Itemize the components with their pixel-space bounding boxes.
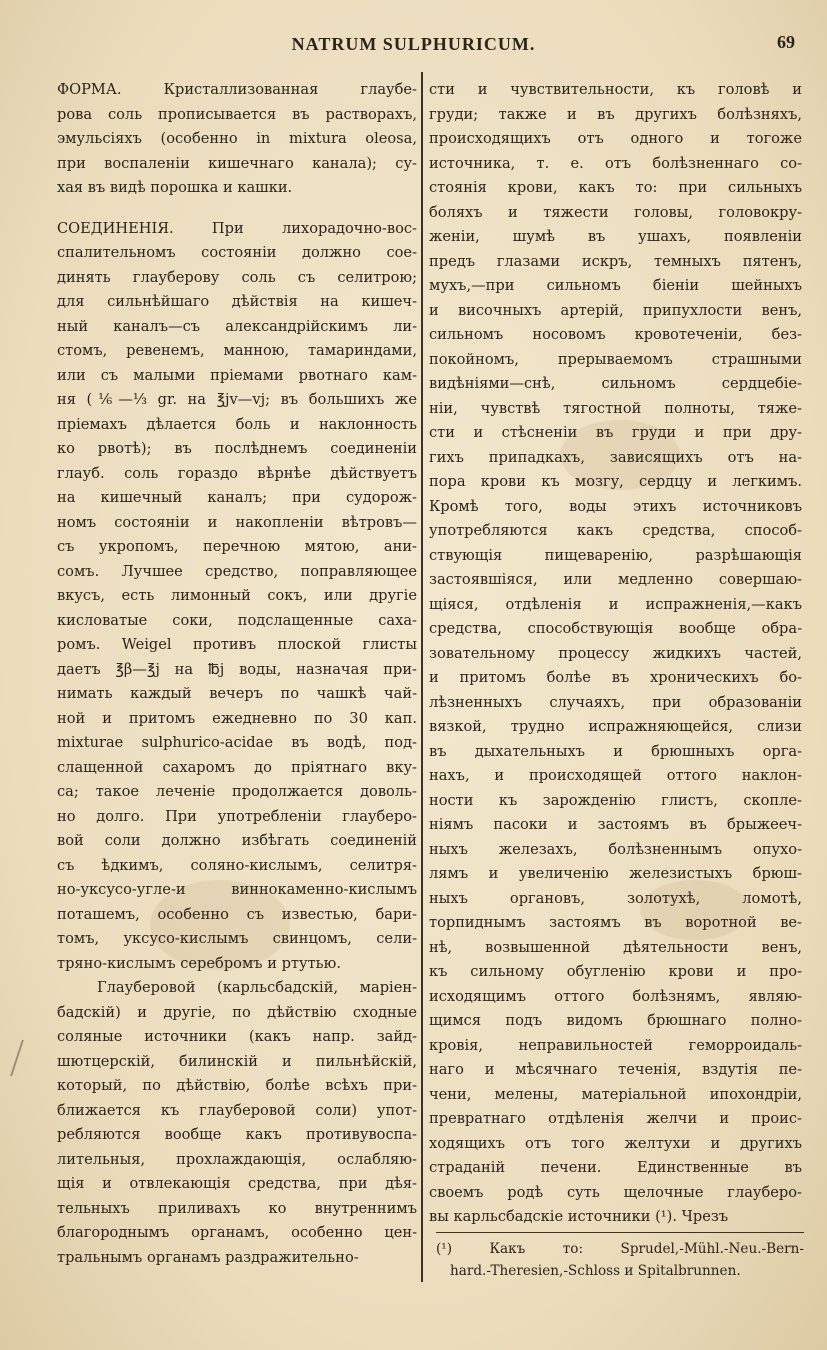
text-line: ныхъ железахъ, болѣзненнымъ опухо- <box>429 840 802 858</box>
text-line: ніи, чувствѣ тягостной полноты, тяже- <box>429 399 802 417</box>
text-line: лительныя, прохлаждающія, ослабляю- <box>57 1150 417 1168</box>
text-line: динять глауберову соль съ селитрою; <box>57 268 417 286</box>
text-line: происходящихъ отъ одного и тогоже <box>429 130 802 147</box>
text-line: щимся подъ видомъ брюшнаго полно- <box>429 1012 802 1029</box>
text-line: ный каналъ—съ александрійскимъ ли- <box>57 317 417 335</box>
text-line: но-уксусо-угле-и виннокаменно-кислымъ <box>57 881 417 898</box>
text-line: на кишечный каналъ; при судорож- <box>57 489 417 506</box>
text-line: эмульсіяхъ (особенно in mixtura oleosa, <box>57 130 417 147</box>
text-line: нѣ, возвышенной дѣятельности венъ, <box>429 938 802 956</box>
text-line: стоянія крови, какъ то: при сильныхъ <box>429 179 802 196</box>
text-line: исходящимъ оттого болѣзнямъ, являю- <box>429 987 802 1005</box>
text-line: кисловатые соки, подслащенные саха- <box>57 611 417 629</box>
text-line: поташемъ, особенно съ известью, бари- <box>57 905 417 923</box>
text-line: съ укропомъ, перечною мятою, ани- <box>57 538 417 555</box>
text-line: вязкой, трудно испражняющейся, слизи <box>429 718 802 735</box>
text-line: щія и отвлекающія средства, при дѣя- <box>57 1175 417 1192</box>
margin-mark <box>10 1040 34 1076</box>
text-line: ребляются вообще какъ противувоспа- <box>57 1126 417 1143</box>
text-line: ко рвотѣ); въ послѣднемъ соединеніи <box>57 440 417 457</box>
text-line: СОЕДИНЕНІЯ. При лихорадочно-вос- <box>57 219 417 237</box>
text-line: рова соль прописывается въ растворахъ, <box>57 105 417 123</box>
text-line: ближается къ глауберовой соли) упот- <box>57 1101 417 1119</box>
text-line: источника, т. е. отъ болѣзненнаго со- <box>429 154 802 172</box>
text-line: который, по дѣйствію, болѣе всѣхъ при- <box>57 1077 417 1094</box>
text-line: ной и притомъ ежедневно по 30 кап. <box>57 709 417 727</box>
text-line: шютцерскій, билинскій и пильнѣйскій, <box>57 1052 417 1070</box>
text-line: Кромѣ того, воды этихъ источниковъ <box>429 497 802 515</box>
text-line: ня (⅙—⅓ gr. на ℥jv—vj; въ большихъ же <box>57 391 417 408</box>
text-line: са; такое леченіе продолжается доволь- <box>57 783 417 800</box>
text-line: ФОРМА. Кристаллизованная глаубе- <box>57 81 417 98</box>
column-divider <box>421 72 423 1282</box>
text-line: ности къ зарожденію глистъ, скопле- <box>429 791 802 809</box>
text-line: вы карльсбадскіе источники (¹). Чрезъ <box>429 1208 729 1225</box>
text-line: но долго. При употребленіи глауберо- <box>57 807 417 825</box>
text-line: mixturae sulphurico-acidae въ водѣ, под- <box>57 734 417 751</box>
text-line: мухъ,—при сильномъ біеніи шейныхъ <box>429 277 802 294</box>
text-line: тряно-кислымъ серебромъ и ртутью. <box>57 954 341 972</box>
text-line: лямъ и увеличенію железистыхъ брюш- <box>429 865 802 882</box>
text-line: пора крови къ мозгу, сердцу и легкимъ. <box>429 473 802 490</box>
text-line: ходящихъ отъ того желтухи и другихъ <box>429 1134 802 1152</box>
text-line: страданій печени. Единственные въ <box>429 1159 802 1176</box>
text-line: hard.-Theresien,-Schloss и Spitalbrunnen. <box>450 1263 741 1279</box>
text-line: номъ состояніи и накопленіи вѣтровъ— <box>57 513 417 531</box>
text-line: щіяся, отдѣленія и испражненія,—какъ <box>429 595 802 613</box>
text-line: съ ѣдкимъ, соляно-кислымъ, селитря- <box>57 856 417 874</box>
text-line: вкусъ, есть лимонный сокъ, или другіе <box>57 587 417 604</box>
text-line: сти и стѣсненіи въ груди и при дру- <box>429 424 802 441</box>
text-line: въ дыхательныхъ и брюшныхъ орга- <box>429 742 802 760</box>
text-line: (¹) Какъ то: Sprudel,-Mühl.-Neu.-Bern- <box>436 1241 804 1257</box>
footnote-rule <box>436 1232 804 1233</box>
text-line: покойномъ, прерываемомъ страшными <box>429 350 802 368</box>
text-line: торпиднымъ застоямъ въ воротной ве- <box>429 914 802 931</box>
text-line: употребляются какъ средства, способ- <box>429 522 802 539</box>
paragraph-gap <box>57 201 417 217</box>
text-line: ніямъ пасоки и застоямъ въ брыжееч- <box>429 816 802 833</box>
text-line: даетъ ℥β—℥j на ℔j воды, назначая при- <box>57 660 417 678</box>
text-line: Глауберовой (карльсбадскій, маріен- <box>97 979 417 996</box>
footnote <box>436 1238 804 1282</box>
text-line: или съ малыми пріемами рвотнаго кам- <box>57 366 417 384</box>
text-line: средства, способствующія вообще обра- <box>429 620 802 637</box>
text-line: груди; также и въ другихъ болѣзняхъ, <box>429 105 802 123</box>
page-number: 69 <box>777 32 795 52</box>
text-line: боляхъ и тяжести головы, головокру- <box>429 203 802 221</box>
text-line: томъ, уксусо-кислымъ свинцомъ, сели- <box>57 930 417 947</box>
text-line: соляные источники (какъ напр. зайд- <box>57 1028 417 1045</box>
text-line: тральнымъ органамъ раздражительно- <box>57 1248 359 1266</box>
text-line: предъ глазами искръ, темныхъ пятенъ, <box>429 252 802 270</box>
text-line: благороднымъ органамъ, особенно цен- <box>57 1224 417 1241</box>
text-line: хая въ видѣ порошка и кашки. <box>57 179 293 196</box>
text-line: сомъ. Лучшее средство, поправляющее <box>57 562 417 580</box>
text-line: стомъ, ревенемъ, манною, тамариндами, <box>57 342 417 359</box>
left-column <box>57 78 417 1270</box>
text-line: женіи, шумѣ въ ушахъ, появленіи <box>429 228 802 245</box>
text-line: слащенной сахаромъ до пріятнаго вку- <box>57 758 417 776</box>
text-line: и височныхъ артерій, припухлости венъ, <box>429 301 802 319</box>
text-line: сти и чувствительности, къ головѣ и <box>429 81 802 98</box>
text-line: нахъ, и происходящей оттого наклон- <box>429 767 802 784</box>
text-line: видѣніями—снѣ, сильномъ сердцебіе- <box>429 375 802 392</box>
text-line: для сильнѣйшаго дѣйствія на кишеч- <box>57 293 417 310</box>
text-line: тельныхъ приливахъ ко внутреннимъ <box>57 1199 417 1217</box>
text-line: ромъ. Weigel противъ плоской глисты <box>57 636 417 653</box>
text-line: при воспаленіи кишечнаго канала); су- <box>57 154 417 172</box>
text-line: вой соли должно избѣгать соединеній <box>57 832 417 849</box>
text-line: и притомъ болѣе въ хроническихъ бо- <box>429 669 802 686</box>
running-title: NATRUM SULPHURICUM. <box>291 34 536 54</box>
text-line: застоявшіяся, или медленно совершаю- <box>429 571 802 588</box>
text-line: пріемахъ дѣлается боль и наклонность <box>57 415 417 433</box>
text-line: превратнаго отдѣленія желчи и проис- <box>429 1110 802 1127</box>
text-line: нимать каждый вечеръ по чашкѣ чай- <box>57 685 417 702</box>
text-line: лѣзненныхъ случаяхъ, при образованіи <box>429 693 802 711</box>
text-line: кровія, неправильностей геморроидаль- <box>429 1036 802 1054</box>
text-line: глауб. соль гораздо вѣрнѣе дѣйствуетъ <box>57 464 417 482</box>
text-line: сильномъ носовомъ кровотеченіи, без- <box>429 326 802 343</box>
right-column <box>429 78 802 1230</box>
text-line: зовательному процессу жидкихъ частей, <box>429 644 802 662</box>
text-line: къ сильному обугленію крови и про- <box>429 963 802 980</box>
text-line: гихъ припадкахъ, зависящихъ отъ на- <box>429 448 802 466</box>
text-line: ствующія пищеваренію, разрѣшающія <box>429 546 802 564</box>
text-line: своемъ родѣ суть щелочные глауберо- <box>429 1183 802 1201</box>
text-line: бадскій) и другіе, по дѣйствію сходные <box>57 1003 417 1021</box>
text-line: наго и мѣсячнаго теченія, вздутія пе- <box>429 1061 802 1078</box>
text-line: чени, мелены, матеріальной ипохондріи, <box>429 1085 802 1103</box>
text-line: ныхъ органовъ, золотухѣ, ломотѣ, <box>429 889 802 907</box>
running-header <box>0 28 827 62</box>
text-line: спалительномъ состояніи должно сое- <box>57 244 417 261</box>
